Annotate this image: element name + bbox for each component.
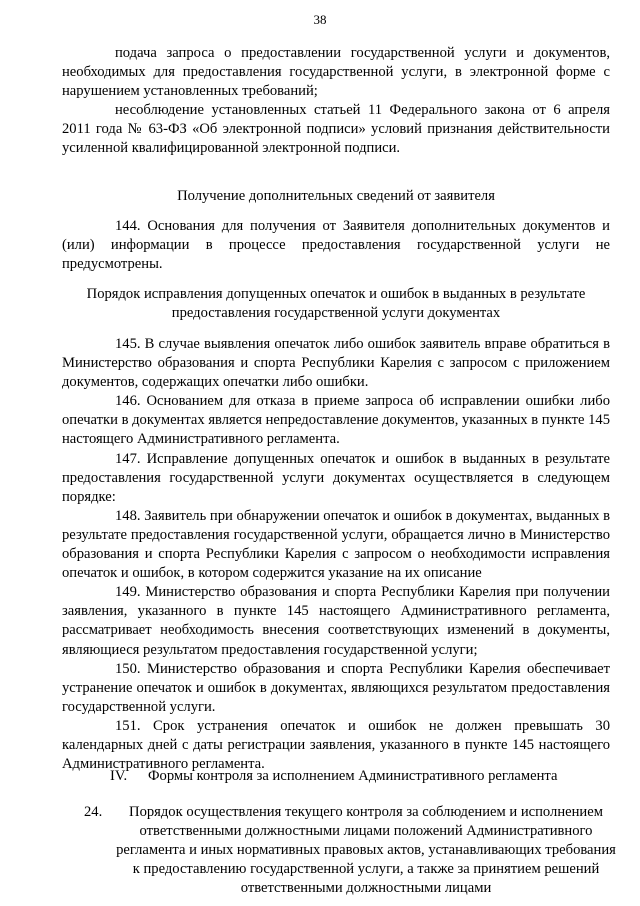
section-additional-body [62,217,610,274]
paragraphs-top [62,44,610,159]
paragraph: подача запроса о предоставлении государственной услуги и документов, необходимых для предоставления государственной услуги, в электронной форме с нарушением установленных требований; [62,45,610,100]
subsection-heading-24 [84,803,624,898]
chapter-heading-iv [110,767,590,786]
paragraph-150: 150. Министерство образования и спорта Республики Карелия обеспечивает устранение опечаток и ошибок в документах, являющихся результатом предоставления государственной услуги. [62,660,610,715]
paragraph-147: 147. Исправление допущенных опечаток и ошибок в выданных в результате предоставления государственной услуги документах осуществляется в следующем порядке: [62,450,610,505]
subsection-number: 24. [84,804,103,820]
section-heading-corrections: Порядок исправления допущенных опечаток и ошибок в выданных в результате предоставления государственной услуги документах [86,286,586,322]
subsection-title: Порядок осуществления текущего контроля за соблюдением и исполнением ответственными должностными лицами положений Административного регламента и иных нормативных правовых актов, устанавливающих требования к предоставлению государственной услуги, а также за принятием решений ответственными должностными лицами [116,804,616,897]
paragraph-146: 146. Основанием для отказа в приеме запроса об исправлении ошибки либо опечатки в документах является непредоставление документов, указанных в пункте 145 настоящего Административного регламента. [62,393,610,448]
paragraph-144: 144. Основания для получения от Заявителя дополнительных документов и (или) информации в процессе предоставления государственной услуги не предусмотрены. [62,218,610,273]
chapter-numeral: IV. [110,768,128,784]
paragraph-145: 145. В случае выявления опечаток либо ошибок заявитель вправе обратиться в Министерство образования и спорта Республики Карелия с запросом с приложением документов, содержащих опечатки либо ошибки. [62,336,610,391]
paragraph-148: 148. Заявитель при обнаружении опечаток и ошибок в документах, выданных в результате предоставления государственной услуги, обращается лично в Министерство образования и спорта Республики Карелия с запросом о необходимости исправления опечаток и ошибок, в котором содержится указание на их описание [62,507,610,582]
section-corrections-body [62,335,610,774]
paragraph-149: 149. Министерство образования и спорта Республики Карелия при получении заявления, указанного в пункте 145 настоящего Административного регламента, рассматривает необходимость внесения соответствующих изменений в документы, являющиеся результатом предоставления государственной услуги; [62,584,610,658]
page-number: 38 [313,12,327,27]
paragraph: несоблюдение установленных статьей 11 Федерального закона от 6 апреля 2011 года № 63-ФЗ «Об электронной подписи» условий признания действительности усиленной квалифицированной электронной подписи. [62,102,610,157]
section-heading-additional-info: Получение дополнительных сведений от заявителя [177,188,495,204]
chapter-title: Формы контроля за исполнением Административного регламента [148,768,558,784]
paragraph-151: 151. Срок устранения опечаток и ошибок не должен превышать 30 календарных дней с даты регистрации заявления, указанного в пункте 145 настоящего Административного регламента. [62,717,610,773]
